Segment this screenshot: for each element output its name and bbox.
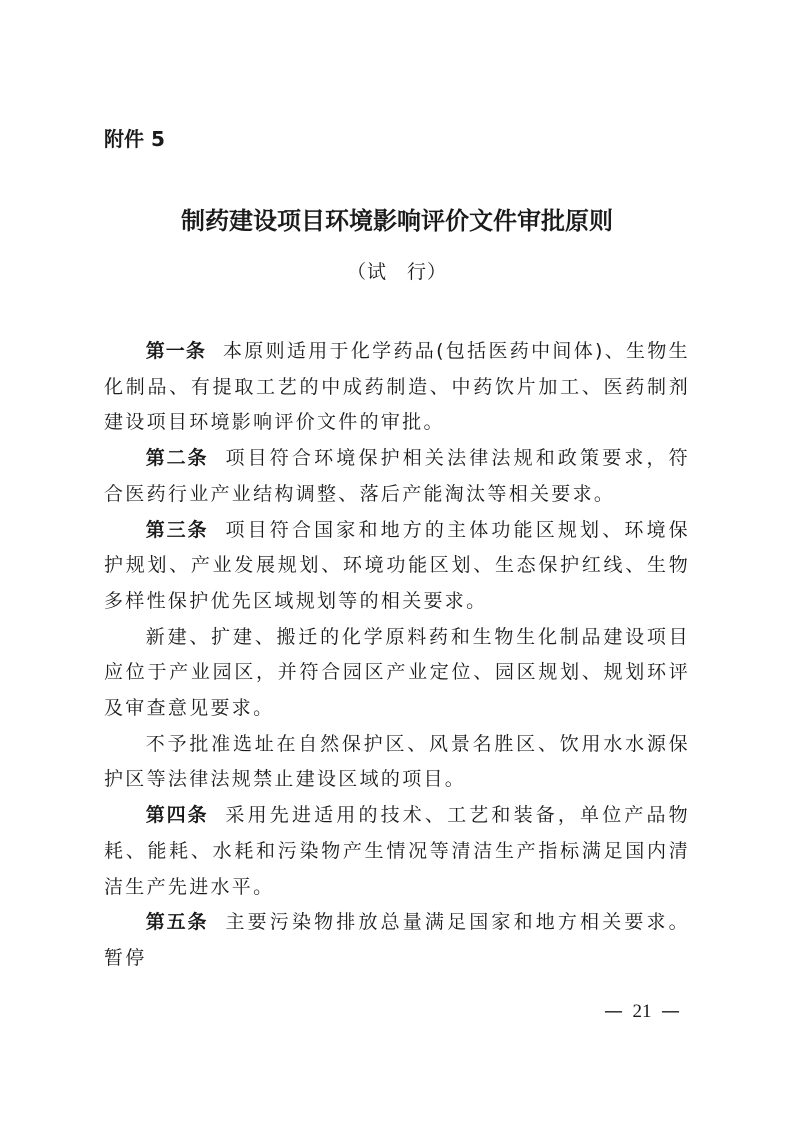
article-4 bbox=[104, 798, 690, 905]
article-label: 第二条 bbox=[145, 447, 209, 470]
article-text: 项目符合环境保护相关法律法规和政策要求，符合医药行业产业结构调整、落后产能淘汰等相关要求。 bbox=[104, 447, 690, 505]
article-text: 本原则适用于化学药品(包括医药中间体)、生物生化制品、有提取工艺的中成药制造、中药饮片加工、医药制剂建设项目环境影响评价文件的审批。 bbox=[104, 340, 690, 434]
article-text: 不予批准选址在自然保护区、风景名胜区、饮用水水源保护区等法律法规禁止建设区域的项目。 bbox=[104, 732, 690, 791]
article-5 bbox=[104, 905, 690, 976]
page-number-dash-right: — bbox=[661, 1000, 680, 1022]
page-number-value: 21 bbox=[632, 1001, 652, 1022]
article-text: 主要污染物排放总量满足国家和地方相关要求。暂停 bbox=[104, 911, 690, 969]
page-number bbox=[604, 998, 694, 1025]
article-text: 新建、扩建、搬迁的化学原料药和生物生化制品建设项目应位于产业园区，并符合园区产业定位、园区规划、规划环评及审查意见要求。 bbox=[104, 625, 690, 720]
article-1 bbox=[104, 334, 690, 441]
article-2 bbox=[104, 441, 690, 512]
article-label: 第五条 bbox=[145, 911, 209, 934]
document-title: 制药建设项目环境影响评价文件审批原则 bbox=[181, 207, 613, 235]
article-3-paragraph-2 bbox=[104, 620, 690, 727]
article-label: 第四条 bbox=[145, 804, 209, 827]
article-label: 第三条 bbox=[145, 518, 209, 541]
article-text: 采用先进适用的技术、工艺和装备，单位产品物耗、能耗、水耗和污染物产生情况等清洁生产指标满足国内清洁生产先进水平。 bbox=[104, 804, 690, 898]
document-body bbox=[104, 334, 690, 977]
article-3-paragraph-3 bbox=[104, 727, 690, 798]
article-3 bbox=[104, 513, 690, 620]
document-subtitle: （试 行） bbox=[346, 261, 447, 283]
article-label: 第一条 bbox=[145, 340, 206, 362]
article-text: 项目符合国家和地方的主体功能区规划、环境保护规划、产业发展规划、环境功能区划、生态保护红线、生物多样性保护优先区域规划等的相关要求。 bbox=[104, 518, 690, 612]
attachment-label: 附件 5 bbox=[104, 127, 165, 151]
page-number-dash-left: — bbox=[604, 1000, 623, 1022]
